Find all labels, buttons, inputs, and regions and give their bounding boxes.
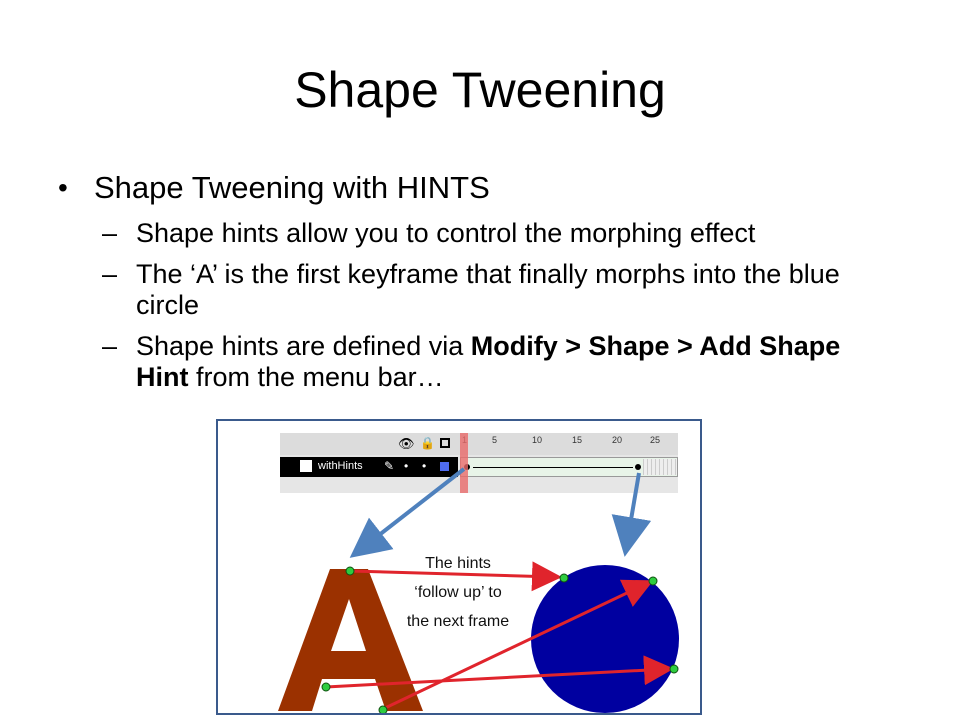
bullet-list bbox=[58, 168, 918, 393]
bullet-dot-icon: • bbox=[58, 172, 68, 203]
sub-bullet-3 bbox=[58, 331, 896, 393]
tick-label: 15 bbox=[572, 435, 583, 445]
sub-bullet-2-text: The ‘A’ is the first keyframe that finally morphs into the blue circle bbox=[136, 259, 840, 320]
dash-icon: – bbox=[102, 218, 118, 248]
hint-dot bbox=[649, 577, 657, 585]
lock-icon: 🔒 bbox=[420, 436, 435, 450]
pencil-icon: ✎ bbox=[384, 459, 395, 473]
tick-label: 25 bbox=[650, 435, 661, 445]
bullet-main-text: Shape Tweening with HINTS bbox=[94, 170, 490, 205]
tick-label: 20 bbox=[612, 435, 623, 445]
blue-circle-shape bbox=[531, 565, 679, 713]
hints-caption-line-2: ‘follow up’ to bbox=[414, 584, 502, 601]
eye-icon: 👁 bbox=[398, 436, 415, 451]
dot-icon: • bbox=[404, 459, 409, 473]
bullet-main bbox=[58, 168, 918, 208]
hints-caption-line-1: The hints bbox=[425, 555, 491, 572]
hint-dot bbox=[670, 665, 678, 673]
shape-hint-figure bbox=[216, 419, 702, 715]
dot-icon: • bbox=[422, 459, 427, 473]
sub-bullet-3-post: from the menu bar… bbox=[188, 362, 444, 392]
tick-label: 10 bbox=[532, 435, 543, 445]
dash-icon: – bbox=[102, 259, 118, 289]
hint-dot bbox=[346, 567, 354, 575]
dash-icon: – bbox=[102, 331, 118, 361]
hint-dot bbox=[322, 683, 330, 691]
blue-arrow-right bbox=[626, 473, 639, 549]
blue-arrow-left bbox=[356, 469, 464, 553]
tick-label: 5 bbox=[492, 435, 498, 445]
hints-caption-line-3: the next frame bbox=[406, 613, 510, 630]
hint-dot bbox=[379, 706, 387, 714]
sub-bullet-1 bbox=[58, 218, 896, 249]
hint-dot bbox=[560, 574, 568, 582]
layer-name: withHints bbox=[318, 460, 363, 472]
sub-bullet-3-pre: Shape hints are defined via bbox=[136, 331, 471, 361]
slide-title: Shape Tweening bbox=[294, 62, 666, 118]
hints-caption bbox=[378, 549, 538, 636]
sub-bullet-3-menu-path: Modify > Shape > Add Shape Hint bbox=[136, 331, 841, 392]
sub-bullet-2 bbox=[58, 259, 896, 321]
sub-bullet-1-text: Shape hints allow you to control the morphing effect bbox=[136, 218, 756, 248]
